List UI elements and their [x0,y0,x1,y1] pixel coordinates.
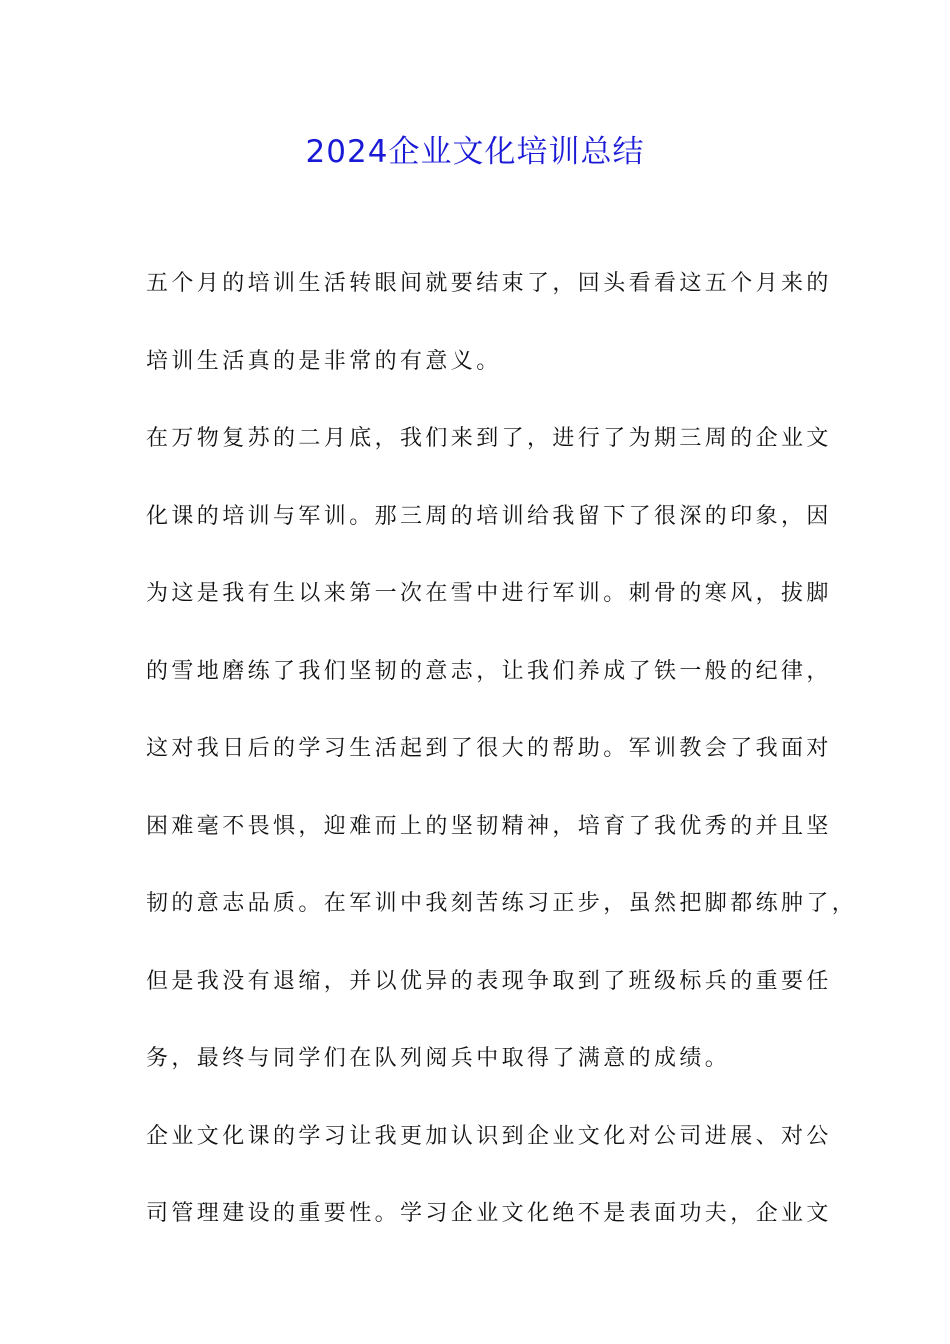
text-line: 务，最终与同学们在队列阅兵中取得了满意的成绩。 [146,1046,731,1071]
text-line: 韧的意志品质。在军训中我刻苦练习正步，虽然把脚都练肿了， [146,891,858,916]
text-line: 困难毫不畏惧，迎难而上的坚韧精神，培育了我优秀的并且坚 [146,813,832,839]
text-line: 这对我日后的学习生活起到了很大的帮助。军训教会了我面对 [146,736,832,761]
text-line: 五个月的培训生活转眼间就要结束了，回头看看这五个月来的 [146,271,832,296]
text-line: 司管理建设的重要性。学习企业文化绝不是表面功夫，企业文 [146,1201,832,1226]
text-line: 在万物复苏的二月底，我们来到了，进行了为期三周的企业文 [146,426,832,451]
document-title: 2024企业文化培训总结 [305,134,645,170]
text-line: 企业文化课的学习让我更加认识到企业文化对公司进展、对公 [146,1123,832,1149]
text-line: 培训生活真的是非常的有意义。 [146,348,502,374]
text-line: 化课的培训与军训。那三周的培训给我留下了很深的印象，因 [146,503,832,529]
document-body [146,260,858,1268]
text-line: 但是我没有退缩，并以优异的表现争取到了班级标兵的重要任 [146,968,832,994]
text-line: 为这是我有生以来第一次在雪中进行军训。刺骨的寒风，拔脚 [146,581,832,606]
text-line: 的雪地磨练了我们坚韧的意志，让我们养成了铁一般的纪律， [146,658,832,684]
